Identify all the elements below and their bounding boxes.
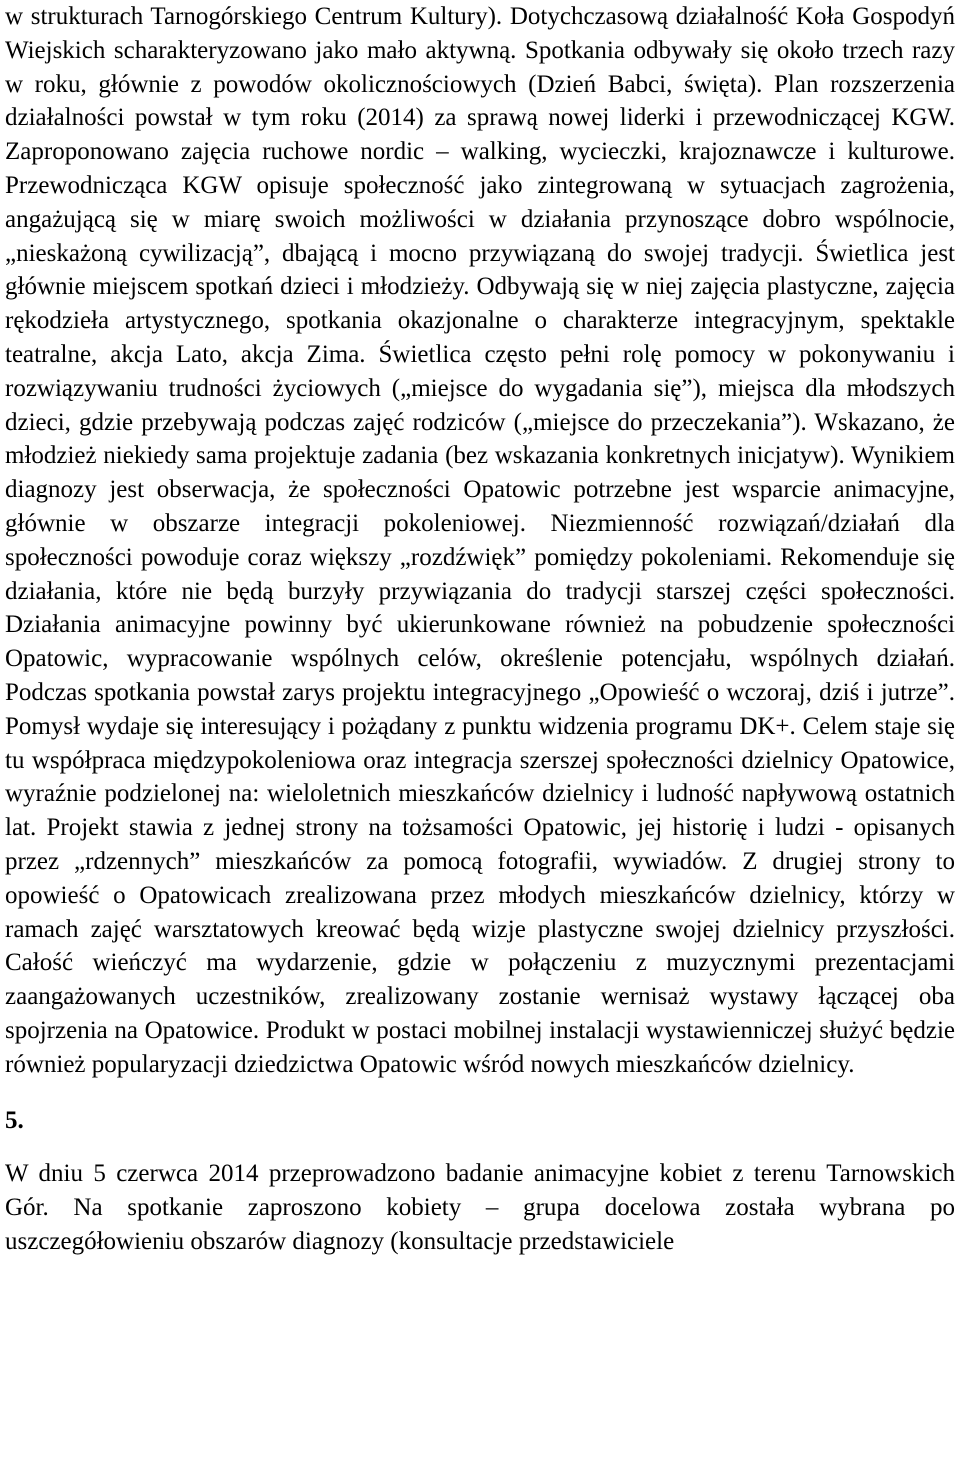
body-paragraph-1: w strukturach Tarnogórskiego Centrum Kultury). Dotychczasową działalność Koła Gospodyń Wiejskich scharakteryzowano jako mało aktywną. Spotkania odbywały się około trzech razy w roku, głównie z powodów okolicznościowych (Dzień Babci, święta). Plan rozszerzenia działalności powstał w tym roku (2014) za sprawą nowej liderki i przewodniczącej KGW. Zaproponowano zajęcia ruchowe nordic – walking, wycieczki, krajoznawcze i kulturowe. Przewodnicząca KGW opisuje społeczność jako zintegrowaną w sytuacjach zagrożenia, angażującą się w miarę swoich możliwości w działania przynoszące dobro wspólnocie, „nieskażoną cywilizacją”, dbającą i mocno przywiązaną do swojej tradycji. Świetlica jest głównie miejscem spotkań dzieci i młodzieży. Odbywają się w niej zajęcia plastyczne, zajęcia rękodzieła artystycznego, spotkania okazjonalne o charakterze integracyjnym, spektakle teatralne, akcja Lato, akcja Zima. Świetlica często pełni rolę pomocy w pokonywaniu i rozwiązywaniu trudności życiowych („miejsce do wygadania się”), miejsca dla młodszych dzieci, gdzie przebywają podczas zajęć rodziców („miejsce do przeczekania”). Wskazano, że młodzież niekiedy sama projektuje zadania (bez wskazania konkretnych inicjatyw). Wynikiem diagnozy jest obserwacja, że społeczności Opatowic potrzebne jest wsparcie animacyjne, głównie w obszarze integracji pokoleniowej. Niezmienność rozwiązań/działań dla społeczności powoduje coraz większy „rozdźwięk” pomiędzy pokoleniami. Rekomenduje się działania, które nie będą burzyły przywiązania do tradycji starszej części społeczności. Działania animacyjne powinny być ukierunkowane również na pobudzenie społeczności Opatowic, wypracowanie wspólnych celów, określenie potencjału, wspólnych działań. Podczas spotkania powstał zarys projektu integracyjnego „Opowieść o wczoraj, dziś i jutrze”. Pomysł wydaje się interesujący i pożądany z punktu widzenia programu DK+. Celem staje się tu współpraca międzypokoleniowa oraz integracja szerszej społeczności dzielnicy Opatowice, wyraźnie podzielonej na: wieloletnich mieszkańców dzielnicy i ludność napływową ostatnich lat. Projekt stawia z jednej strony na tożsamości Opatowic, jej historię i ludzi - opisanych przez „rdzennych” mieszkańców za pomocą fotografii, wywiadów. Z drugiej strony to opowieść o Opatowicach zrealizowana przez młodych mieszkańców dzielnicy, którzy w ramach zajęć warsztatowych kreować będą wizje plastyczne swojej dzielnicy przyszłości. Całość wieńczyć ma wydarzenie, gdzie w połączeniu z muzycznymi prezentacjami zaangażowanych uczestników, zrealizowany zostanie wernisaż wystawy łączącej oba spojrzenia na Opatowice. Produkt w postaci mobilnej instalacji wystawienniczej służyć będzie również popularyzacji dziedzictwa Opatowic wśród nowych mieszkańców dzielnicy. [5, 3, 955, 1078]
body-paragraph-2: W dniu 5 czerwca 2014 przeprowadzono badanie animacyjne kobiet z terenu Tarnowskich Gór. Na spotkanie zaproszono kobiety – grupa docelowa została wybrana po uszczegółowieniu obszarów diagnozy (konsultacje przedstawiciele [5, 1160, 955, 1255]
document-page [5, 0, 955, 1259]
section-number: 5. [5, 1106, 24, 1134]
